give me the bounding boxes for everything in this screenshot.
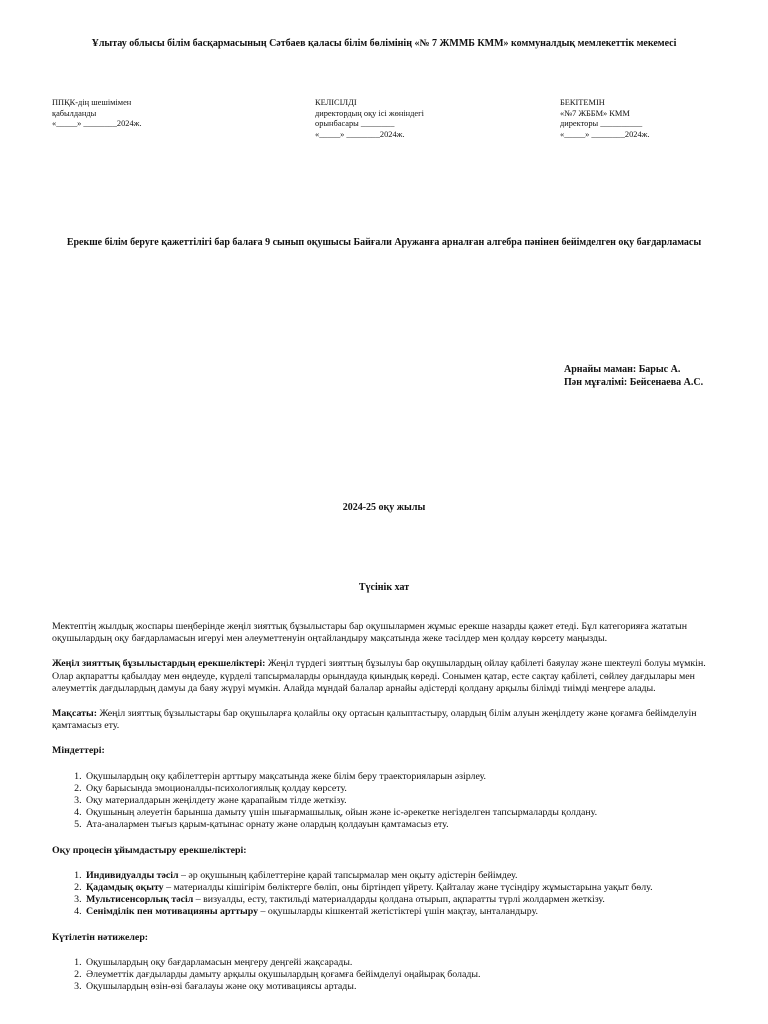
list-item	[84, 894, 718, 906]
approval-date-line: «_____» ________2024ж.	[315, 129, 405, 139]
approval-line: КЕЛІСІЛДІ	[315, 98, 357, 107]
approval-line: директоры __________	[560, 119, 643, 129]
list-item	[84, 906, 718, 918]
features-paragraph	[52, 658, 718, 695]
authors-block	[564, 363, 703, 389]
process-text: – визуалды, есту, тактильді материалдарды қолдана отырып, ақпаратты түрлі жолдармен жеткізу.	[193, 894, 605, 906]
list-item: 2. Оқу барысында эмоционалды-психологиялық қолдау көрсету.	[84, 783, 718, 795]
list-item: 1. Оқушылардың оқу бағдарламасын меңгеру деңгейі жақсарады.	[84, 957, 718, 969]
goal-label: Мақсаты:	[52, 708, 97, 720]
list-item	[84, 882, 718, 894]
organization-header: Ұлытау облысы білім басқармасының Сәтбаев қаласы білім бөлімінің «№ 7 ЖММБ КММ» коммуналдық мемлекеттік мекемесі	[91, 38, 677, 49]
approval-line: БЕКІТЕМІН	[560, 98, 605, 107]
section-title: Түсінік хат	[358, 582, 410, 593]
features-text: Жеңіл түрдегі зияттың бұзылуы бар оқушылардың ойлау қабілеті баяулау және шектеулі болуы мүмкін. Олар ақпаратты қабылдау мен өңдеуде, күрделі тапсырмаларды орындауда қиындық көреді. Сонымен қатар, есте сақтау қабілеті, сөйлеу дағдылары мен әлеуметтік дағдылардың дамуы да баяу жүруі мүмкін. Алайда мұндай балалар арнайы әдістерді қолдану арқылы білімді тиімді меңгере алады.	[52, 658, 706, 694]
approval-block-committee	[52, 98, 142, 130]
process-list	[52, 870, 718, 919]
list-item	[84, 870, 718, 882]
approval-line: орынбасары ________	[315, 119, 395, 129]
process-text: – әр оқушының қабілеттеріне қарай тапсырмалар мен оқыту әдістерін бейімдеу.	[178, 869, 518, 881]
list-item: 5. Ата-аналармен тығыз қарым-қатынас орнату және олардың қолдауын қамтамасыз ету.	[84, 819, 718, 831]
intro-paragraph: Мектептің жылдық жоспары шеңберінде жеңіл зияттық бұзылыстары бар оқушылармен жұмыс ерекше назарды қажет етеді. Бұл категорияға жататын оқушылардың оқу бағдарламасын игеруі мен әлеуметтенуін оңтайландыру мақсатында жеке тәсілдер мен қолдау көрсету маңызды.	[52, 621, 687, 645]
program-title: Ерекше білім беруге қажеттілігі бар балаға 9 сынып оқушысы Байғали Аружанға арналған алгебра пәнінен бейімделген оқу бағдарламасы	[66, 237, 702, 248]
list-item: 2. Әлеуметтік дағдыларды дамыту арқылы оқушылардың қоғамға бейімделуі оңайырақ болады.	[84, 969, 718, 981]
school-year: 2024-25 оқу жылы	[342, 502, 426, 513]
process-heading: Оқу процесін ұйымдастыру ерекшеліктері:	[52, 844, 247, 856]
process-term: Сенімділік пен мотивацияны арттыру	[86, 906, 259, 918]
list-item: 3. Оқу материалдарын жеңілдету және қарапайым тілде жеткізу.	[84, 795, 718, 807]
specialist-name: Арнайы маман: Барыс А.	[564, 364, 681, 375]
outcomes-list	[52, 957, 718, 994]
outcomes-heading: Күтілетін нәтижелер:	[52, 931, 149, 943]
features-label: Жеңіл зияттық бұзылыстардың ерекшеліктері:	[52, 658, 266, 670]
approval-block-agreed	[315, 98, 424, 140]
approval-date-line: «_____» ________2024ж.	[52, 119, 142, 129]
approval-date-line: «_____» ________2024ж.	[560, 129, 650, 139]
list-item: 1. Оқушылардың оқу қабілеттерін арттыру мақсатында жеке білім беру траекторияларын әзірлеу.	[84, 771, 718, 783]
goal-text: Жеңіл зияттық бұзылыстары бар оқушыларға қолайлы оқу ортасын қалыптастыру, олардың білім алуын жеңілдету және қоғамға бейімделуін қамтамасыз ету.	[52, 708, 697, 732]
list-item: 4. Оқушының әлеуетін барынша дамыту үшін шығармашылық, ойын және іс-әрекетке негізделген тапсырмаларды қолдану.	[84, 807, 718, 819]
process-text: – материалды кішігірім бөліктерге бөліп, оны біртіндеп үйрету. Қайталау және түсіндіру жұмыстарына уақыт бөлу.	[163, 882, 653, 894]
approval-line: ППҚК-дің шешімімен	[52, 98, 132, 107]
teacher-name: Пән мұғалімі: Бейсенаева А.С.	[564, 377, 704, 388]
list-item: 3. Оқушылардың өзін-өзі бағалауы және оқу мотивациясы артады.	[84, 981, 718, 993]
tasks-heading: Міндеттері:	[52, 745, 105, 757]
approval-block-approve	[560, 98, 650, 140]
document-body	[52, 621, 718, 1006]
process-term: Индивидуалды тәсіл	[86, 869, 179, 881]
process-text: – оқушыларды кішкентай жетістіктері үшін мақтау, ынталандыру.	[258, 906, 538, 918]
process-term: Мультисенсорлық тәсіл	[86, 894, 194, 906]
process-term: Қадамдық оқыту	[86, 882, 164, 894]
approval-line: «№7 ЖББМ» КММ	[560, 108, 630, 118]
tasks-list	[52, 771, 718, 832]
goal-paragraph	[52, 708, 718, 732]
approval-line: директордың оқу ісі жөніндегі	[315, 108, 424, 118]
approval-line: қабылданды	[52, 108, 97, 118]
